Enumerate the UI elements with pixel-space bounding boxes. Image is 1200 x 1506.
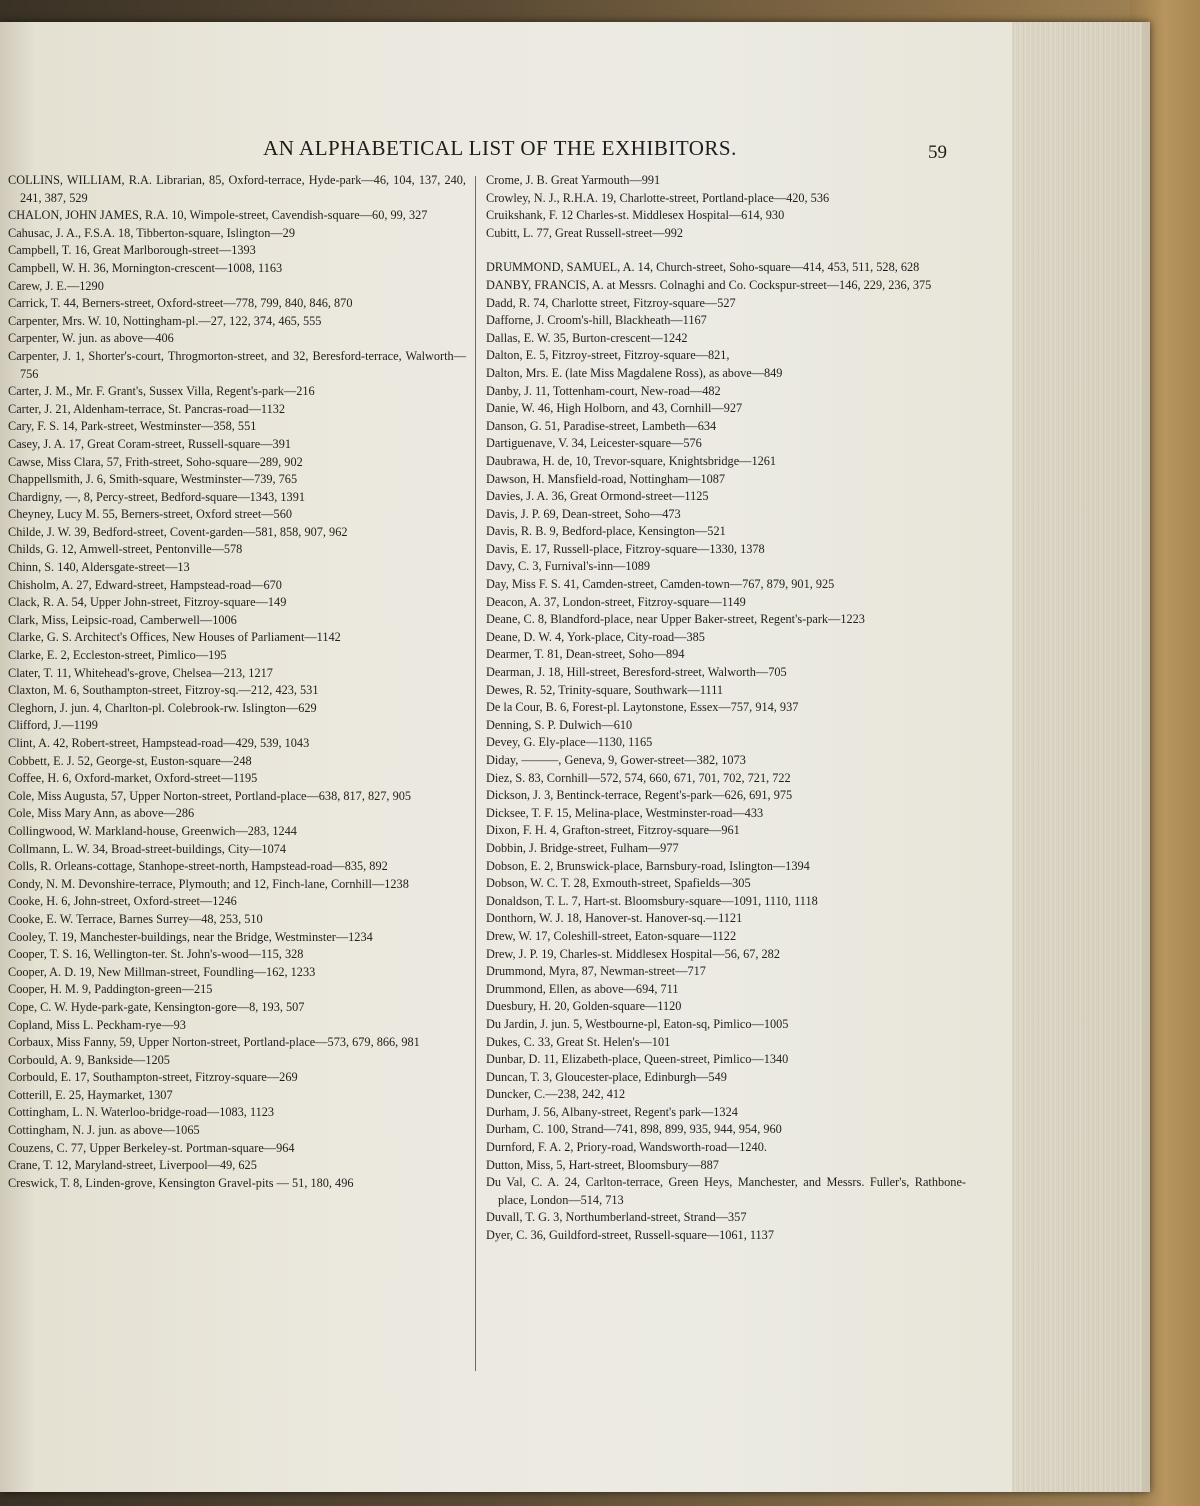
exhibitor-entry: Cahusac, J. A., F.S.A. 18, Tibberton-square, Islington—29: [8, 225, 295, 240]
exhibitor-entry: Chappellsmith, J. 6, Smith-square, Westminster—739, 765: [8, 472, 298, 487]
exhibitor-entry: Dunbar, D. 11, Elizabeth-place, Queen-street, Pimlico—1340: [486, 1052, 789, 1067]
exhibitor-entry: Chinn, S. 140, Aldersgate-street—13: [8, 560, 190, 575]
column-divider: [475, 176, 476, 1371]
exhibitor-entry: DRUMMOND, SAMUEL, A. 14, Church-street, Soho-square—414, 453, 511, 528, 628: [486, 260, 920, 275]
exhibitor-entry: Dearmer, T. 81, Dean-street, Soho—894: [486, 647, 685, 662]
exhibitor-entry: Campbell, T. 16, Great Marlborough-street—1393: [8, 243, 256, 258]
exhibitor-entry: Du Val, C. A. 24, Carlton-terrace, Green Heys, Manchester, and Messrs. Fuller's, Rathbone-place, London—514, 713: [486, 1175, 966, 1207]
exhibitor-entry: Donaldson, T. L. 7, Hart-st. Bloomsbury-square—1091, 1110, 1118: [486, 893, 818, 908]
exhibitor-entry: Carter, J. M., Mr. F. Grant's, Sussex Villa, Regent's-park—216: [8, 384, 315, 399]
exhibitor-entry: Dickson, J. 3, Bentinck-terrace, Regent's-park—626, 691, 975: [486, 788, 793, 803]
exhibitor-entry: Cottingham, L. N. Waterloo-bridge-road—1083, 1123: [8, 1105, 275, 1120]
exhibitor-entry: Crome, J. B. Great Yarmouth—991: [486, 173, 661, 187]
exhibitor-entry: Dalton, E. 5, Fitzroy-street, Fitzroy-square—821,: [486, 348, 730, 363]
exhibitor-entry: Davis, R. B. 9, Bedford-place, Kensington—521: [486, 524, 726, 539]
exhibitor-entry: Crowley, N. J., R.H.A. 19, Charlotte-street, Portland-place—420, 536: [486, 190, 830, 205]
exhibitor-entry: Clark, Miss, Leipsic-road, Camberwell—1006: [8, 612, 237, 627]
exhibitor-entry: Dobbin, J. Bridge-street, Fulham—977: [486, 840, 679, 855]
page-fore-edge: [1012, 22, 1142, 1492]
exhibitor-entry: Dadd, R. 74, Charlotte street, Fitzroy-square—527: [486, 295, 736, 310]
exhibitor-entry: De la Cour, B. 6, Forest-pl. Laytonstone, Essex—757, 914, 937: [486, 700, 799, 715]
exhibitor-entry: Duncker, C.—238, 242, 412: [486, 1087, 626, 1102]
exhibitor-entry: Dobson, E. 2, Brunswick-place, Barnsbury-road, Islington—1394: [486, 858, 810, 873]
exhibitor-entry: Duvall, T. G. 3, Northumberland-street, Strand—357: [486, 1210, 747, 1225]
exhibitor-entry: Casey, J. A. 17, Great Coram-street, Russell-square—391: [8, 436, 291, 451]
exhibitor-entry: Carpenter, Mrs. W. 10, Nottingham-pl.—27, 122, 374, 465, 555: [8, 313, 322, 328]
exhibitor-entry: Collingwood, W. Markland-house, Greenwich—283, 1244: [8, 823, 297, 838]
exhibitor-entry: Carter, J. 21, Aldenham-terrace, St. Pancras-road—1132: [8, 401, 286, 416]
exhibitor-entry: Clint, A. 42, Robert-street, Hampstead-road—429, 539, 1043: [8, 736, 310, 750]
exhibitor-entry: Cruikshank, F. 12 Charles-st. Middlesex Hospital—614, 930: [486, 208, 785, 223]
exhibitor-entry: Donthorn, W. J. 18, Hanover-st. Hanover-sq.—1121: [486, 911, 743, 926]
exhibitor-entry: Dafforne, J. Croom's-hill, Blackheath—1167: [486, 313, 707, 328]
page-header-title: AN ALPHABETICAL LIST OF THE EXHIBITORS.: [263, 136, 737, 160]
exhibitor-entry: Cooper, A. D. 19, New Millman-street, Foundling—162, 1233: [8, 964, 316, 979]
exhibitor-entry: Cole, Miss Mary Ann, as above—286: [8, 806, 195, 821]
exhibitor-entry: Devey, G. Ely-place—1130, 1165: [486, 735, 653, 750]
exhibitor-entry: Day, Miss F. S. 41, Camden-street, Camden-town—767, 879, 901, 925: [486, 577, 835, 592]
exhibitor-entry: Clarke, E. 2, Eccleston-street, Pimlico—195: [8, 648, 227, 663]
exhibitor-entry: Dutton, Miss, 5, Hart-street, Bloomsbury—887: [486, 1157, 719, 1172]
exhibitor-entry: Dyer, C. 36, Guildford-street, Russell-square—1061, 1137: [486, 1228, 774, 1243]
right-column: [486, 172, 966, 1245]
exhibitor-entry: Carpenter, W. jun. as above—406: [8, 331, 174, 346]
exhibitor-entry: Clater, T. 11, Whitehead's-grove, Chelsea—213, 1217: [8, 665, 273, 680]
exhibitor-entry: Daubrawa, H. de, 10, Trevor-square, Knightsbridge—1261: [486, 453, 777, 468]
exhibitor-entry: Cary, F. S. 14, Park-street, Westminster—358, 551: [8, 419, 257, 434]
exhibitor-entry: Dartiguenave, V. 34, Leicester-square—576: [486, 436, 702, 451]
exhibitor-entry: Deane, C. 8, Blandford-place, near Upper Baker-street, Regent's-park—1223: [486, 612, 865, 627]
exhibitor-entry: Childs, G. 12, Amwell-street, Pentonville—578: [8, 542, 243, 557]
exhibitor-entry: Deacon, A. 37, London-street, Fitzroy-square—1149: [486, 594, 746, 609]
exhibitor-entry: Davies, J. A. 36, Great Ormond-street—1125: [486, 489, 709, 504]
exhibitor-entry: Carpenter, J. 1, Shorter's-court, Throgmorton-street, and 32, Beresford-terrace, Walworth—756: [8, 348, 466, 381]
exhibitor-entry: Duncan, T. 3, Gloucester-place, Edinburgh—549: [486, 1069, 727, 1084]
exhibitor-entry: Cooke, E. W. Terrace, Barnes Surrey—48, 253, 510: [8, 911, 263, 926]
exhibitor-entry: Dalton, Mrs. E. (late Miss Magdalene Ross), as above—849: [486, 365, 783, 380]
exhibitor-entry: Drew, W. 17, Coleshill-street, Eaton-square—1122: [486, 928, 737, 943]
exhibitor-entry: Cheyney, Lucy M. 55, Berners-street, Oxford street—560: [8, 507, 293, 522]
exhibitor-entry: Dewes, R. 52, Trinity-square, Southwark—1111: [486, 682, 724, 697]
exhibitor-entry: DANBY, FRANCIS, A. at Messrs. Colnaghi and Co. Cockspur-street—146, 229, 236, 375: [486, 277, 932, 292]
left-column: [8, 172, 466, 1192]
exhibitor-entry: Dixon, F. H. 4, Grafton-street, Fitzroy-square—961: [486, 823, 740, 838]
exhibitor-entry: Cooley, T. 19, Manchester-buildings, near the Bridge, Westminster—1234: [8, 929, 373, 944]
exhibitor-entry: Creswick, T. 8, Linden-grove, Kensington Gravel-pits — 51, 180, 496: [8, 1175, 354, 1190]
exhibitor-entry: Carew, J. E.—1290: [8, 278, 104, 293]
exhibitor-entry: COLLINS, WILLIAM, R.A. Librarian, 85, Oxford-terrace, Hyde-park—46, 104, 137, 240, 241, 387, 529: [8, 173, 466, 205]
exhibitor-entry: Denning, S. P. Dulwich—610: [486, 717, 633, 732]
exhibitor-entry: Drew, J. P. 19, Charles-st. Middlesex Hospital—56, 67, 282: [486, 946, 780, 961]
exhibitor-entry: Dobson, W. C. T. 28, Exmouth-street, Spafields—305: [486, 876, 751, 891]
exhibitor-entry: Drummond, Ellen, as above—694, 711: [486, 981, 679, 996]
exhibitor-entry: Diez, S. 83, Cornhill—572, 574, 660, 671, 701, 702, 721, 722: [486, 770, 791, 785]
exhibitor-entry: Crane, T. 12, Maryland-street, Liverpool—49, 625: [8, 1158, 257, 1173]
exhibitor-entry: Carrick, T. 44, Berners-street, Oxford-street—778, 799, 840, 846, 870: [8, 296, 353, 311]
exhibitor-entry: Corbould, A. 9, Bankside—1205: [8, 1052, 170, 1067]
exhibitor-entry: Chisholm, A. 27, Edward-street, Hampstead-road—670: [8, 577, 282, 592]
exhibitor-entry: Coffee, H. 6, Oxford-market, Oxford-street—1195: [8, 771, 258, 786]
exhibitor-entry: Condy, N. M. Devonshire-terrace, Plymouth; and 12, Finch-lane, Cornhill—1238: [8, 876, 409, 891]
page-number: 59: [928, 142, 947, 163]
exhibitor-entry: Dicksee, T. F. 15, Melina-place, Westminster-road—433: [486, 805, 764, 820]
exhibitor-entry: Du Jardin, J. jun. 5, Westbourne-pl, Eaton-sq, Pimlico—1005: [486, 1016, 789, 1031]
exhibitor-entry: Clarke, G. S. Architect's Offices, New Houses of Parliament—1142: [8, 630, 341, 645]
exhibitor-entry: Cubitt, L. 77, Great Russell-street—992: [486, 225, 684, 240]
exhibitor-entry: Colls, R. Orleans-cottage, Stanhope-street-north, Hampstead-road—835, 892: [8, 859, 388, 874]
exhibitor-entry: Deane, D. W. 4, York-place, City-road—385: [486, 629, 705, 644]
exhibitor-entry: Cotterill, E. 25, Haymarket, 1307: [8, 1087, 173, 1102]
exhibitor-entry: Durnford, F. A. 2, Priory-road, Wandsworth-road—1240.: [486, 1140, 767, 1155]
exhibitor-entry: Cooke, H. 6, John-street, Oxford-street—1246: [8, 894, 237, 909]
exhibitor-entry: Cooper, T. S. 16, Wellington-ter. St. John's-wood—115, 328: [8, 947, 304, 962]
exhibitor-entry: CHALON, JOHN JAMES, R.A. 10, Wimpole-street, Cavendish-square—60, 99, 327: [8, 208, 428, 223]
exhibitor-entry: Cawse, Miss Clara, 57, Frith-street, Soho-square—289, 902: [8, 454, 303, 469]
exhibitor-entry: Clack, R. A. 54, Upper John-street, Fitzroy-square—149: [8, 595, 287, 610]
exhibitor-entry: Danby, J. 11, Tottenham-court, New-road—482: [486, 383, 721, 398]
exhibitor-entry: Drummond, Myra, 87, Newman-street—717: [486, 964, 706, 979]
exhibitor-entry: Danson, G. 51, Paradise-street, Lambeth—634: [486, 418, 717, 433]
exhibitor-entry: Cope, C. W. Hyde-park-gate, Kensington-gore—8, 193, 507: [8, 999, 305, 1014]
exhibitor-entry: Chardigny, —, 8, Percy-street, Bedford-square—1343, 1391: [8, 489, 305, 504]
exhibitor-entry: Cole, Miss Augusta, 57, Upper Norton-street, Portland-place—638, 817, 827, 905: [8, 788, 412, 803]
exhibitor-entry: Clifford, J.—1199: [8, 718, 98, 733]
exhibitor-entry: Dawson, H. Mansfield-road, Nottingham—1087: [486, 471, 726, 486]
exhibitor-entry: Durham, C. 100, Strand—741, 898, 899, 935, 944, 954, 960: [486, 1122, 782, 1137]
exhibitor-entry: Collmann, L. W. 34, Broad-street-buildings, City—1074: [8, 841, 287, 856]
exhibitor-entry: Copland, Miss L. Peckham-rye—93: [8, 1017, 186, 1032]
exhibitor-entry: Corbaux, Miss Fanny, 59, Upper Norton-street, Portland-place—573, 679, 866, 981: [8, 1035, 420, 1050]
exhibitor-entry: Dukes, C. 33, Great St. Helen's—101: [486, 1034, 671, 1049]
exhibitor-entry: Cobbett, E. J. 52, George-st, Euston-square—248: [8, 753, 252, 768]
exhibitor-entry: Diday, ———, Geneva, 9, Gower-street—382, 1073: [486, 753, 746, 767]
exhibitor-entry: Cleghorn, J. jun. 4, Charlton-pl. Colebrook-rw. Islington—629: [8, 700, 317, 715]
exhibitor-entry: Cooper, H. M. 9, Paddington-green—215: [8, 982, 213, 997]
exhibitor-entry: Duesbury, H. 20, Golden-square—1120: [486, 999, 682, 1014]
exhibitor-entry: Corbould, E. 17, Southampton-street, Fitzroy-square—269: [8, 1070, 298, 1085]
exhibitor-entry: Campbell, W. H. 36, Mornington-crescent—1008, 1163: [8, 260, 283, 275]
exhibitor-entry: Davy, C. 3, Furnival's-inn—1089: [486, 559, 651, 574]
exhibitor-entry: Dearman, J. 18, Hill-street, Beresford-street, Walworth—705: [486, 665, 787, 680]
exhibitor-entry: Durham, J. 56, Albany-street, Regent's park—1324: [486, 1104, 738, 1119]
exhibitor-entry: Davis, J. P. 69, Dean-street, Soho—473: [486, 506, 681, 521]
exhibitor-entry: Childe, J. W. 39, Bedford-street, Covent-garden—581, 858, 907, 962: [8, 524, 348, 539]
exhibitor-entry: Dallas, E. W. 35, Burton-crescent—1242: [486, 330, 688, 345]
exhibitor-entry: Couzens, C. 77, Upper Berkeley-st. Portman-square—964: [8, 1140, 295, 1155]
exhibitor-entry: Danie, W. 46, High Holborn, and 43, Cornhill—927: [486, 401, 743, 416]
exhibitor-entry: Davis, E. 17, Russell-place, Fitzroy-square—1330, 1378: [486, 541, 765, 556]
exhibitor-entry: Cottingham, N. J. jun. as above—1065: [8, 1123, 200, 1138]
exhibitor-entry: Claxton, M. 6, Southampton-street, Fitzroy-sq.—212, 423, 531: [8, 683, 319, 698]
